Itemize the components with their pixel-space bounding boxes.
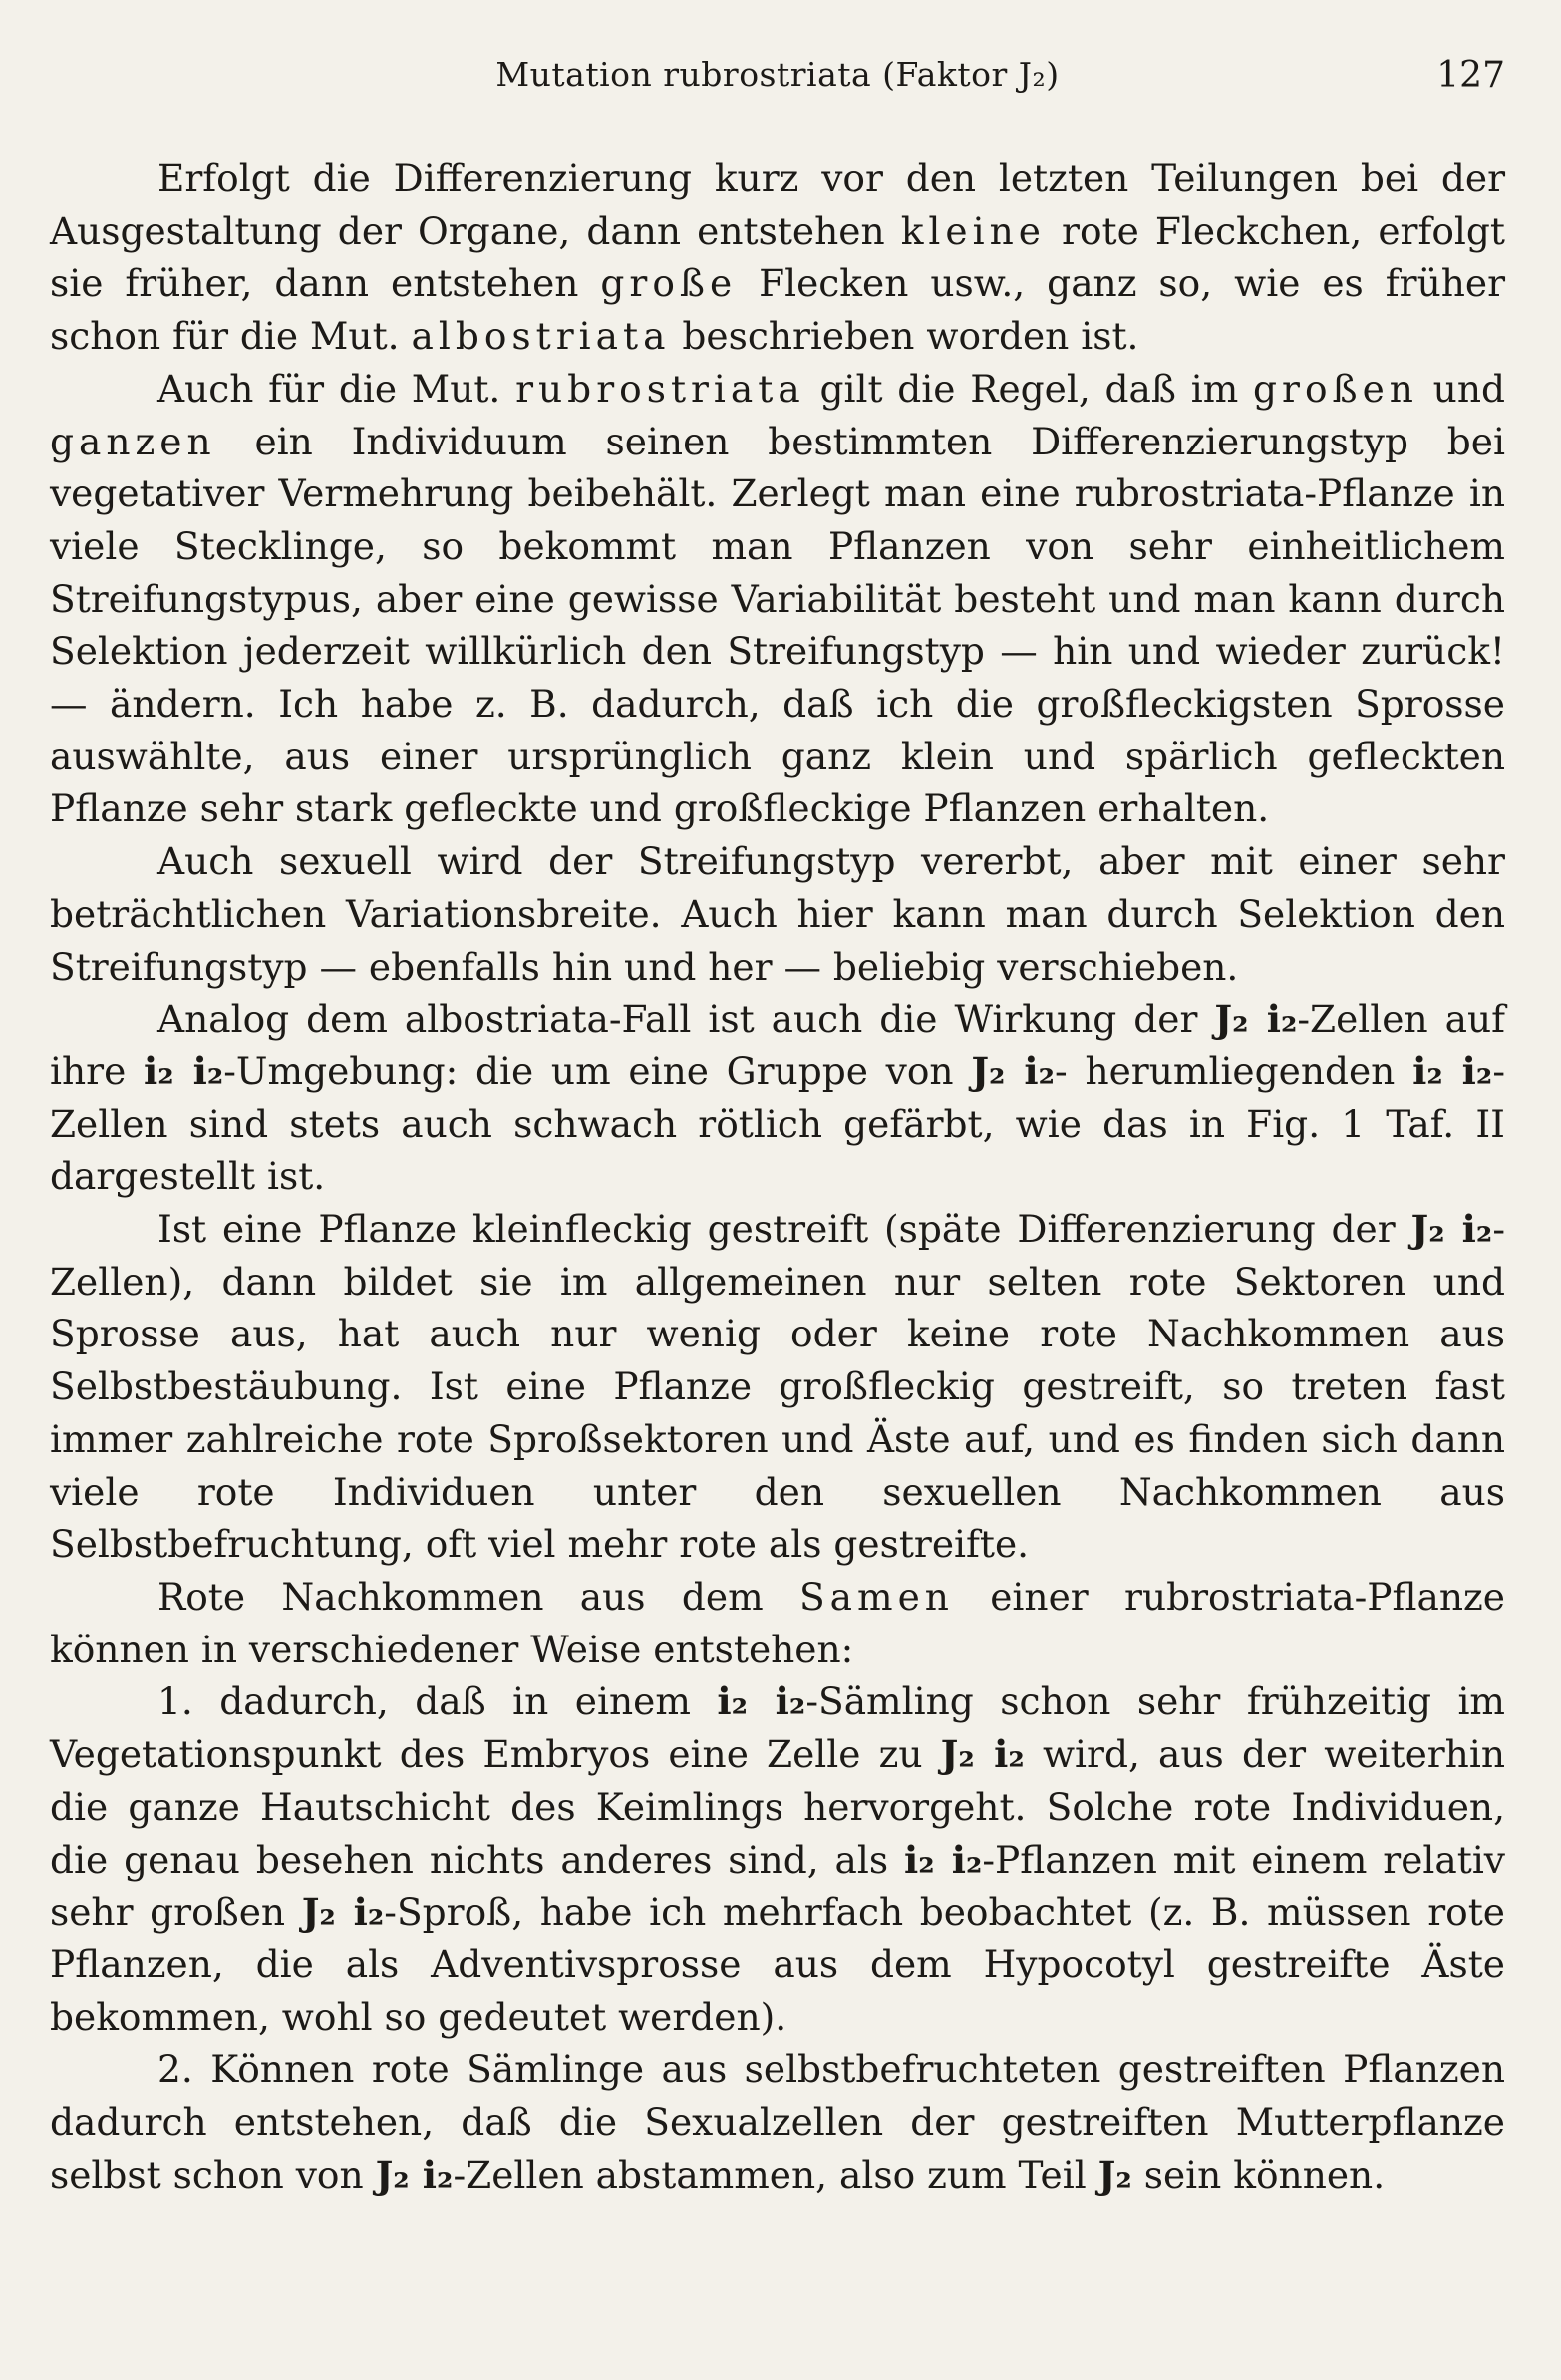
- text-run: - herumliegenden: [1055, 1048, 1413, 1093]
- text-run: -Zellen), dann bildet sie im allgemeinen nur selten rote Sektoren und Sprosse aus, hat auch nur wenig oder keine rote Nachkommen aus Selbstbestäubung. Ist eine Pflanze großfleckig gestreift, so treten fast immer zahlreiche rote Sproßsektoren und Äste auf, und es finden sich dann viele rote Individuen unter den sexuellen Nachkommen aus Selbstbefruchtung, oft viel mehr rote als gestreifte.: [50, 1207, 1505, 1567]
- page-number: 127: [1436, 55, 1505, 96]
- text-run: rote Fleckchen, erfolgt sie früher, dann entstehen: [50, 208, 1505, 306]
- spaced-term: kleine: [900, 208, 1046, 253]
- paragraph-4: [50, 993, 1505, 1203]
- genotype-term: i₂ i₂: [904, 1837, 983, 1882]
- genotype-term: J₂ i₂: [1410, 1207, 1493, 1252]
- genotype-term: i₂ i₂: [1412, 1048, 1493, 1093]
- text-run: gilt die Regel, daß im: [804, 366, 1254, 411]
- paragraph-3: Auch sexuell wird der Streifungstyp vererbt, aber mit einer sehr beträchtlichen Variationsbreite. Auch hier kann man durch Selektion den Streifungstyp — ebenfalls hin und her — beliebig verschieben.: [50, 839, 1505, 989]
- text-run: Rote Nachkommen aus dem: [157, 1574, 799, 1619]
- paragraph-7: [50, 1675, 1505, 2043]
- text-run: Flecken usw., ganz so, wie es früher schon für die Mut.: [50, 261, 1505, 359]
- text-run: -Sproß, habe ich mehrfach beobachtet (z. B. müssen rote Pflanzen, die als Adventivsprosse aus dem Hypocotyl gestreifte Äste bekommen, wohl so gedeutet werden).: [50, 1890, 1505, 2039]
- text-run: -Pflanzen mit einem relativ sehr großen: [50, 1837, 1505, 1934]
- text-run: ein Individuum seinen bestimmten Differenzierungstyp bei vegetativer Vermehrung beibehält. Zerlegt man eine rubrostriata-Pflanze in viele Stecklinge, so bekommt man Pflanzen von sehr einheitlichem Streifungstypus, aber eine gewisse Variabilität besteht und man kann durch Selektion jederzeit willkürlich den Streifungstyp — hin und wieder zurück! — ändern. Ich habe z. B. dadurch, daß ich die großfleckigsten Sprosse auswählte, aus einer ursprünglich ganz klein und spärlich gefleckten Pflanze sehr stark gefleckte und großfleckige Pflanzen erhalten.: [50, 419, 1505, 831]
- genotype-term: i₂ i₂: [144, 1048, 224, 1093]
- spaced-term: Samen: [798, 1574, 954, 1619]
- text-run: -Zellen auf ihre: [50, 997, 1506, 1093]
- book-page: [50, 55, 1505, 2347]
- text-run: Analog dem albostriata-Fall ist auch die Wirkung der: [157, 997, 1215, 1041]
- spaced-term: große: [600, 261, 738, 306]
- text-run: Auch für die Mut.: [157, 366, 516, 411]
- genotype-term: J₂: [1097, 2152, 1132, 2197]
- text-run: -Sämling schon sehr frühzeitig im Vegetationspunkt des Embryos eine Zelle zu: [50, 1679, 1505, 1777]
- text-run: 1. dadurch, daß in einem: [157, 1679, 718, 1724]
- paragraph-5: [50, 1203, 1505, 1571]
- text-run: 2. Können rote Sämlinge aus selbstbefruchteten gestreiften Pflanzen dadurch entstehen, daß die Sexualzellen der gestreiften Mutterpflanze selbst schon von: [50, 2047, 1505, 2197]
- genotype-term: J₂ i₂: [301, 1890, 385, 1934]
- genotype-term: J₂ i₂: [940, 1732, 1025, 1777]
- text-run: beschrieben worden ist.: [670, 314, 1139, 359]
- genotype-term: J₂ i₂: [1214, 997, 1298, 1041]
- text-run: einer rubrostriata-Pflanze können in verschiedener Weise entstehen:: [50, 1574, 1505, 1671]
- text-run: -Umgebung: die um eine Gruppe von: [223, 1048, 972, 1093]
- text-run: wird, aus der weiterhin die ganze Hautschicht des Keimlings hervorgeht. Solche rote Individuen, die genau besehen nichts anderes sind, als: [50, 1732, 1505, 1882]
- text-run: Erfolgt die Differenzierung kurz vor den letzten Teilungen bei der Ausgestaltung der Organe, dann entstehen: [50, 156, 1505, 253]
- spaced-term: großen: [1253, 366, 1418, 411]
- paragraph-6: [50, 1571, 1505, 1675]
- genotype-term: i₂ i₂: [717, 1679, 806, 1724]
- spaced-term: albostriata: [411, 314, 671, 359]
- text-run: Ist eine Pflanze kleinfleckig gestreift (späte Differenzierung der: [157, 1207, 1411, 1252]
- spaced-term: rubrostriata: [515, 366, 805, 411]
- body-text: [50, 152, 1505, 2201]
- text-run: und: [1417, 366, 1505, 411]
- running-title: Mutation rubrostriata (Faktor J₂): [495, 55, 1060, 94]
- genotype-term: J₂ i₂: [375, 2152, 454, 2197]
- paragraph-2: [50, 363, 1505, 835]
- text-run: -Zellen abstammen, also zum Teil: [453, 2152, 1098, 2197]
- spaced-term: ganzen: [50, 419, 216, 463]
- running-header: [50, 55, 1505, 115]
- text-run: -Zellen sind stets auch schwach rötlich gefärbt, wie das in Fig. 1 Taf. II dargestellt ist.: [50, 1048, 1505, 1199]
- text-run: sein können.: [1131, 2152, 1386, 2197]
- genotype-term: J₂ i₂: [971, 1048, 1056, 1093]
- paragraph-1: [50, 152, 1505, 363]
- paragraph-8: [50, 2043, 1505, 2201]
